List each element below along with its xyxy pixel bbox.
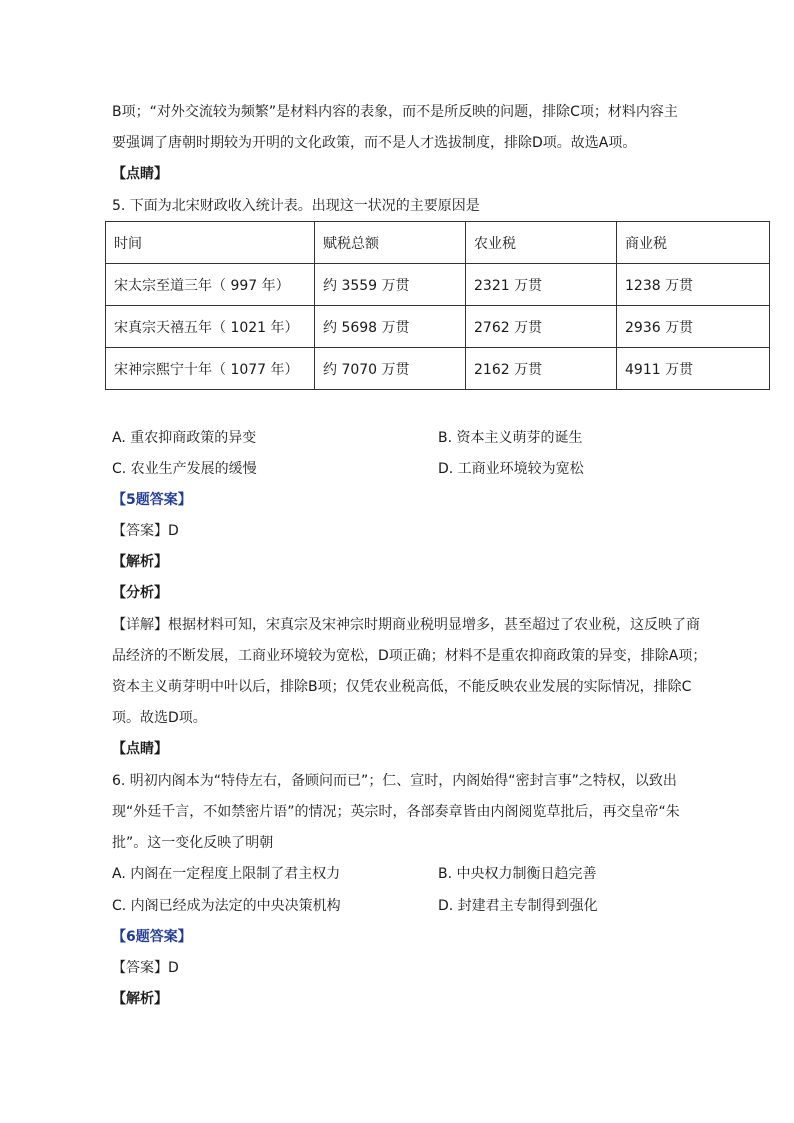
question-6-stem: 批”。这一变化反映了明朝 [112, 835, 274, 851]
question-5-stem: 5. 下面为北宋财政收入统计表。出现这一状况的主要原因是 [112, 198, 480, 214]
table-cell: 约 3559 万贯 [315, 264, 466, 306]
q6-option-c: C. 内阁已经成为法定的中央决策机构 [112, 898, 341, 914]
q5-answer: 【答案】D [112, 523, 179, 539]
q6-analysis-heading: 【解析】 [112, 991, 168, 1007]
question-6-stem: 6. 明初内阁本为“特侍左右，备顾问而已”；仁、宣时，内阁始得“密封言事”之特权，以致出 [112, 773, 677, 789]
q5-option-d: D. 工商业环境较为宽松 [438, 461, 584, 477]
table-row [106, 348, 770, 390]
q5-detail-line: 【详解】根据材料可知，宋真宗及宋神宗时期商业税明显增多，甚至超过了农业税，这反映了商 [112, 617, 700, 633]
question-6-stem: 现“外廷千言，不如禁密片语”的情况；英宗时，各部奏章皆由内阁阅览草批后，再交皇帝“朱 [112, 804, 680, 820]
table-cell: 2762 万贯 [466, 306, 617, 348]
table-header-cell: 农业税 [466, 222, 617, 264]
table-header-cell: 时间 [106, 222, 315, 264]
section-heading-dianjing: 【点睛】 [112, 166, 168, 182]
q5-dianjing-heading: 【点睛】 [112, 741, 168, 757]
table-header-row [106, 222, 770, 264]
table-row [106, 264, 770, 306]
table-cell: 宋真宗天禧五年（ 1021 年） [106, 306, 315, 348]
q5-option-b: B. 资本主义萌芽的诞生 [438, 430, 583, 446]
q6-option-b: B. 中央权力制衡日趋完善 [438, 866, 597, 882]
paragraph-line: 要强调了唐朝时期较为开明的文化政策，而不是人才选拔制度，排除D项。故选A项。 [112, 135, 637, 151]
table-cell: 约 5698 万贯 [315, 306, 466, 348]
q5-option-a: A. 重农抑商政策的异变 [112, 430, 257, 446]
q5-detail-line: 项。故选D项。 [112, 710, 207, 726]
table-header-cell: 赋税总额 [315, 222, 466, 264]
finance-table [105, 221, 770, 390]
q5-analysis-heading: 【解析】 [112, 554, 168, 570]
table-cell: 2321 万贯 [466, 264, 617, 306]
table-cell: 宋神宗熙宁十年（ 1077 年） [106, 348, 315, 390]
table-cell: 2162 万贯 [466, 348, 617, 390]
q6-option-a: A. 内阁在一定程度上限制了君主权力 [112, 866, 341, 882]
table-cell: 2936 万贯 [617, 306, 770, 348]
table-row [106, 306, 770, 348]
table-header-cell: 商业税 [617, 222, 770, 264]
q6-option-d: D. 封建君主专制得到强化 [438, 898, 598, 914]
table-cell: 约 7070 万贯 [315, 348, 466, 390]
q5-option-c: C. 农业生产发展的缓慢 [112, 461, 257, 477]
q5-answer-header: 【5题答案】 [112, 492, 192, 508]
table-cell: 1238 万贯 [617, 264, 770, 306]
q5-detail-line: 资本主义萌芽明中叶以后，排除B项；仅凭农业税高低，不能反映农业发展的实际情况，排除C [112, 679, 692, 695]
table-cell: 宋太宗至道三年（ 997 年） [106, 264, 315, 306]
q6-answer: 【答案】D [112, 960, 179, 976]
q5-fenxi-heading: 【分析】 [112, 585, 168, 601]
paragraph-line: B项；“对外交流较为频繁”是材料内容的表象，而不是所反映的问题，排除C项；材料内容主 [112, 104, 678, 120]
q5-detail-line: 品经济的不断发展，工商业环境较为宽松，D项正确；材料不是重农抑商政策的异变，排除A项； [112, 648, 707, 664]
table-cell: 4911 万贯 [617, 348, 770, 390]
q6-answer-header: 【6题答案】 [112, 929, 192, 945]
